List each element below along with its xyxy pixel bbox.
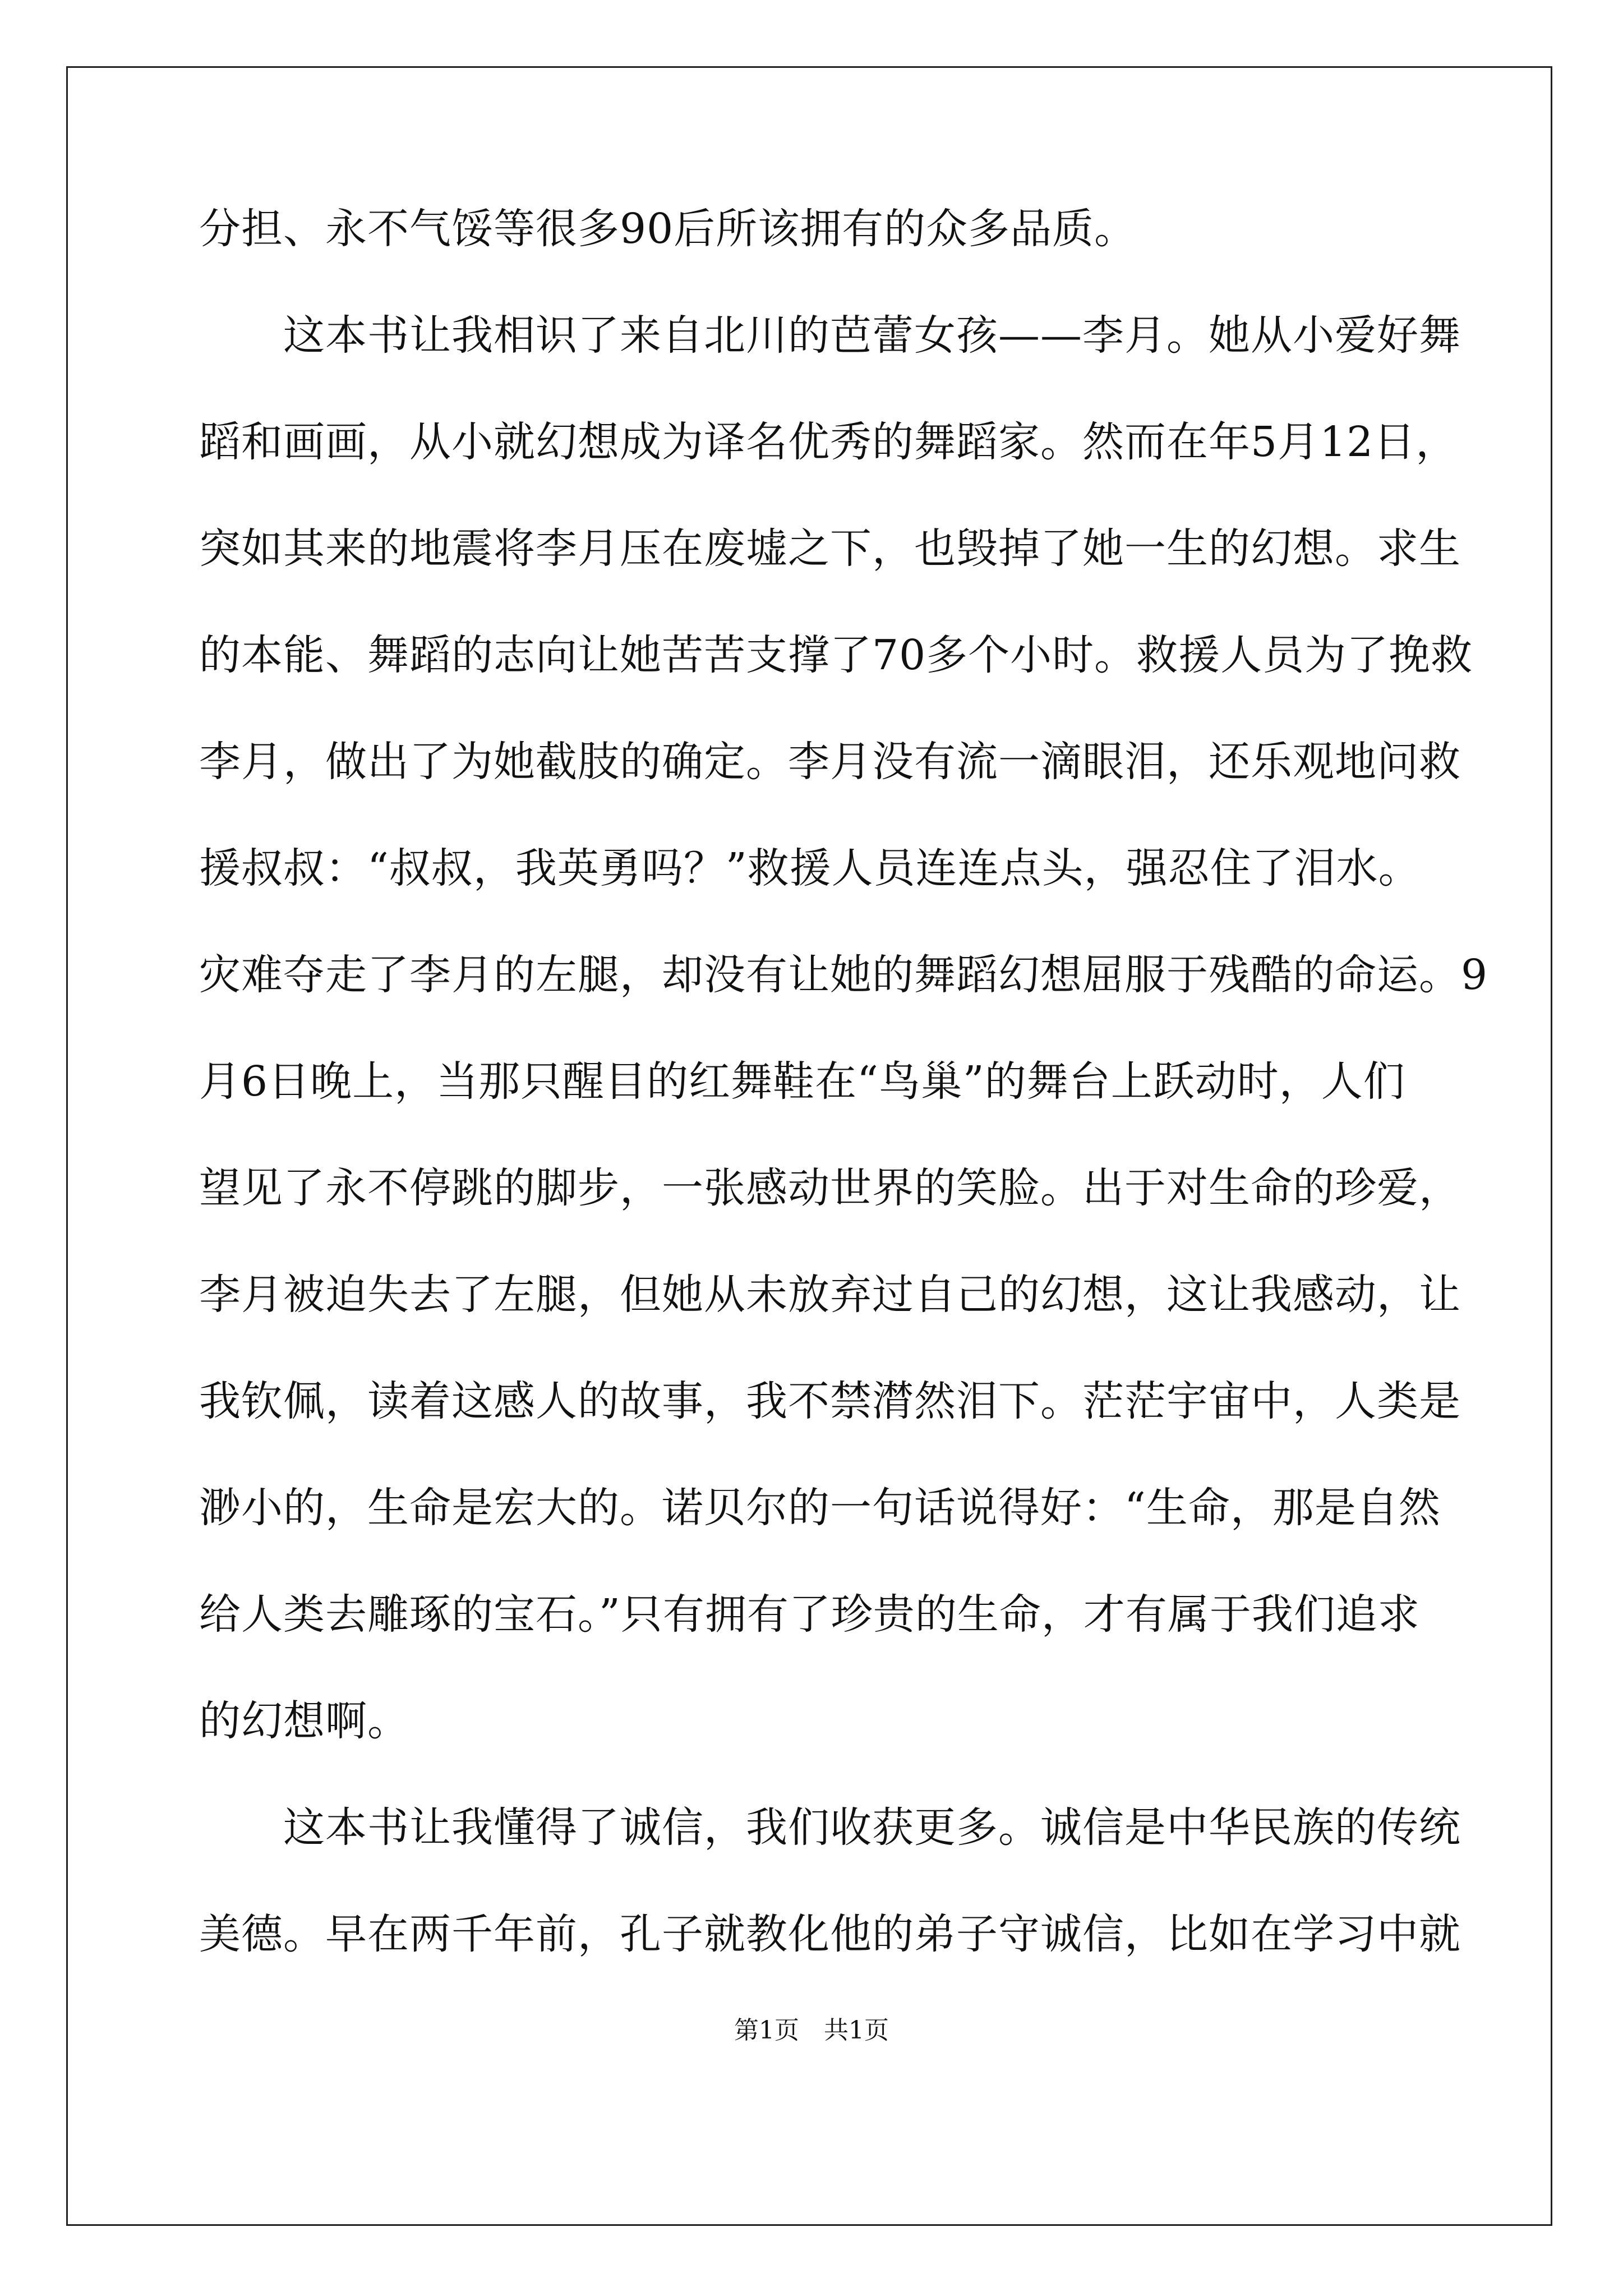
text-line: 给人类去雕琢的宝石。”只有拥有了珍贵的生命，才有属于我们追求 [199, 1590, 1420, 1639]
text-line: 灾难夺走了李月的左腿，却没有让她的舞蹈幻想屈服于残酷的命运。9 [199, 951, 1488, 999]
text-line: 渺小的，生命是宏大的。诺贝尔的一句话说得好：“生命，那是自然 [199, 1484, 1441, 1532]
text-line: 的幻想啊。 [199, 1697, 409, 1745]
document-body [199, 202, 1488, 2014]
text-line: 突如其来的地震将李月压在废墟之下，也毁掉了她一生的幻想。求生 [199, 524, 1461, 573]
text-line: 这本书让我懂得了诚信，我们收获更多。诚信是中华民族的传统 [199, 1803, 1461, 1852]
text-line: 美德。早在两千年前，孔子就教化他的弟子守诚信，比如在学习中就 [199, 1910, 1461, 1958]
text-line: 蹈和画画，从小就幻想成为译名优秀的舞蹈家。然而在年5月12日， [199, 418, 1458, 466]
text-line: 这本书让我相识了来自北川的芭蕾女孩——李月。她从小爱好舞 [199, 311, 1461, 360]
text-line: 分担、永不气馁等很多90后所该拥有的众多品质。 [199, 205, 1137, 253]
page-number-footer: 第1页 共1页 [734, 2016, 889, 2045]
text-line: 李月被迫失去了左腿，但她从未放弃过自己的幻想，这让我感动，让 [199, 1271, 1461, 1319]
text-line: 李月，做出了为她截肢的确定。李月没有流一滴眼泪，还乐观地问救 [199, 738, 1461, 786]
text-line: 我钦佩，读着这感人的故事，我不禁潸然泪下。茫茫宇宙中，人类是 [199, 1377, 1461, 1425]
text-line: 月6日晚上，当那只醒目的红舞鞋在“鸟巢”的舞台上跃动时，人们 [199, 1057, 1405, 1106]
text-line: 望见了永不停跳的脚步，一张感动世界的笑脸。出于对生命的珍爱， [199, 1164, 1461, 1212]
text-line: 援叔叔：“叔叔，我英勇吗？”救援人员连连点头，强忍住了泪水。 [199, 844, 1421, 892]
text-line: 的本能、舞蹈的志向让她苦苦支撑了70多个小时。救援人员为了挽救 [199, 631, 1473, 679]
